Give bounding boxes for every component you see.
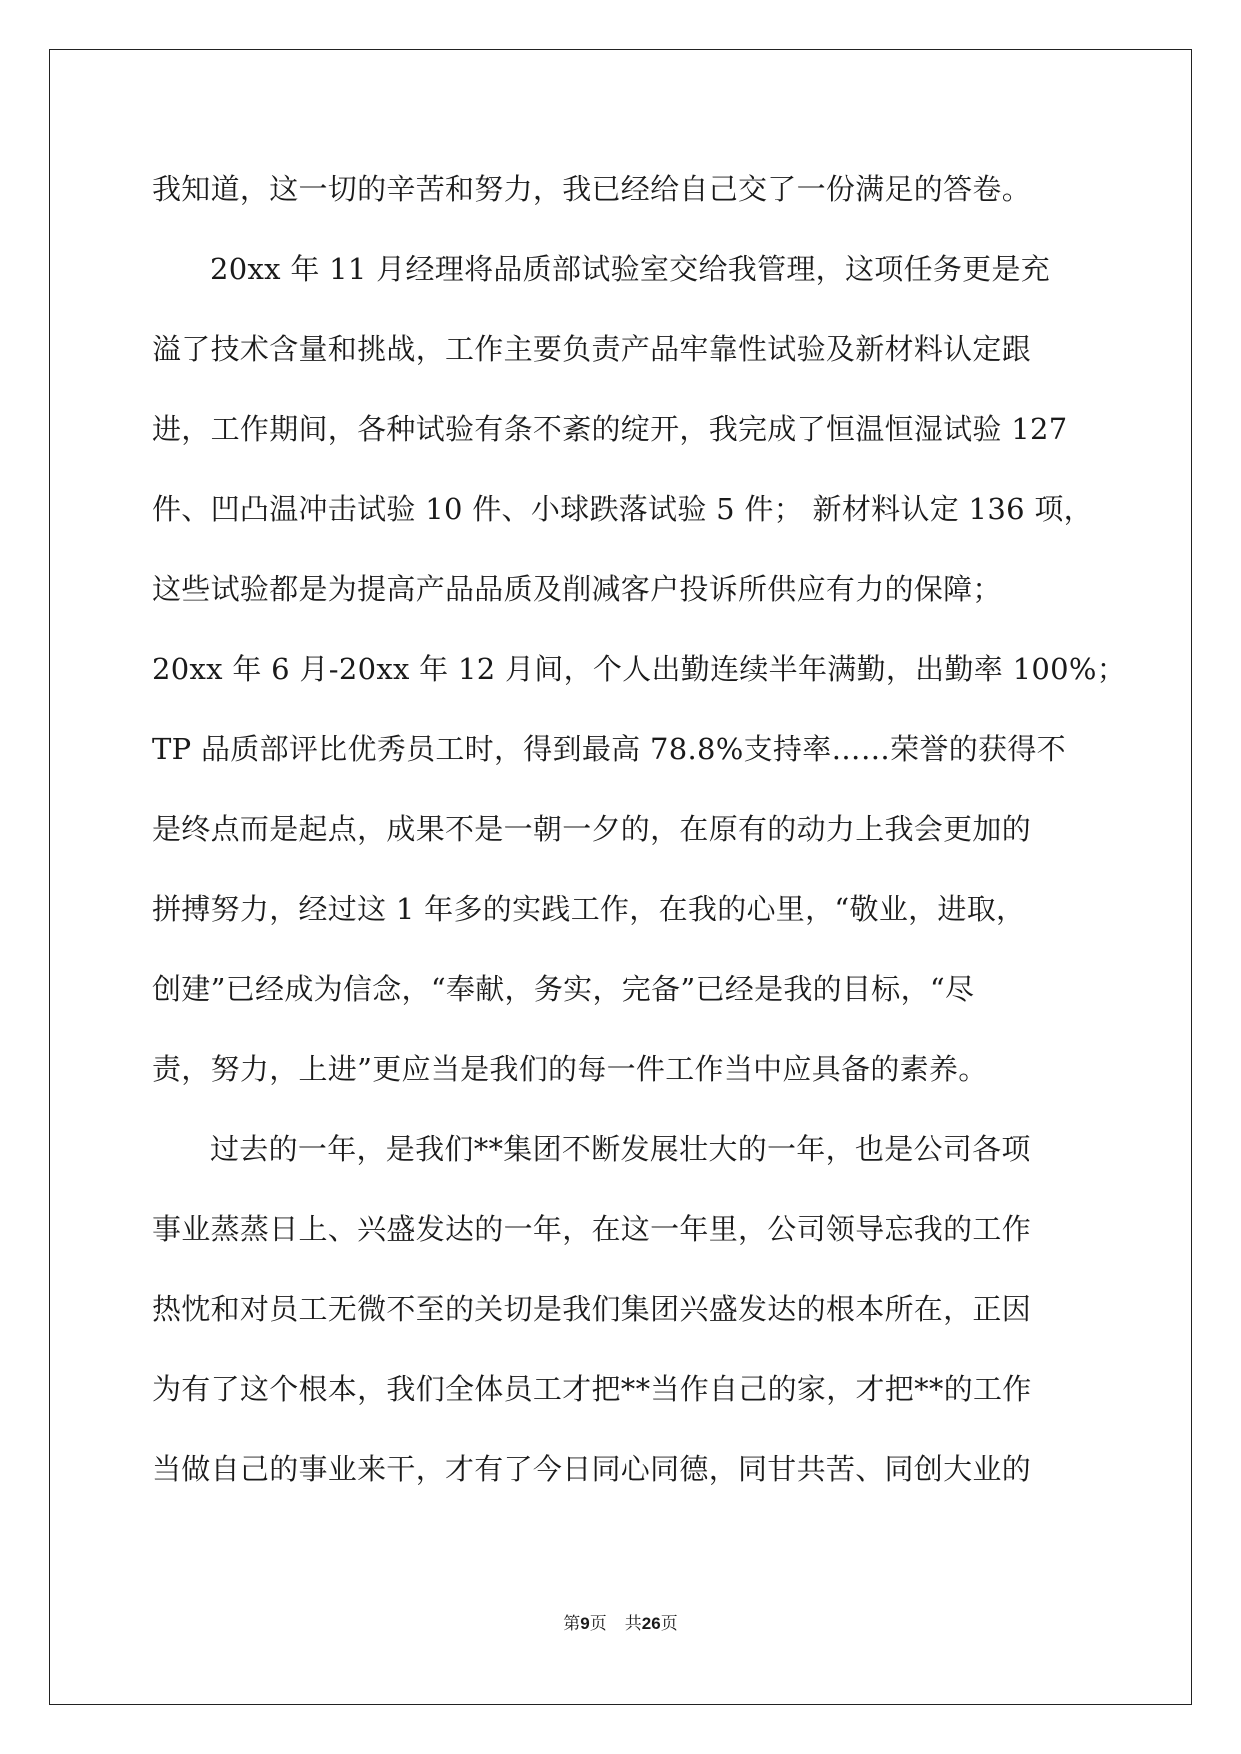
body-text-line: 进，工作期间，各种试验有条不紊的绽开，我完成了恒温恒湿试验 127	[152, 412, 1068, 446]
page-unit: 页	[589, 1614, 607, 1634]
body-text-line: 事业蒸蒸日上、兴盛发达的一年，在这一年里，公司领导忘我的工作	[152, 1212, 1032, 1246]
body-text-line: 件、凹凸温冲击试验 10 件、小球跌落试验 5 件； 新材料认定 136 项，	[152, 492, 1093, 526]
page-footer	[0, 1612, 1241, 1636]
total-prefix: 共	[624, 1614, 642, 1634]
body-text-line: 是终点而是起点，成果不是一朝一夕的，在原有的动力上我会更加的	[152, 812, 1032, 846]
total-unit: 页	[660, 1614, 678, 1634]
body-text-line: 溢了技术含量和挑战，工作主要负责产品牢靠性试验及新材料认定跟	[152, 332, 1032, 366]
body-text-line: 当做自己的事业来干，才有了今日同心同德，同甘共苦、同创大业的	[152, 1452, 1032, 1486]
body-text-line: 责，努力，上进”更应当是我们的每一件工作当中应具备的素养。	[152, 1052, 988, 1086]
body-text-line: 这些试验都是为提高产品品质及削减客户投诉所供应有力的保障；	[152, 572, 1002, 606]
page-total: 26	[641, 1614, 661, 1633]
body-text-line: 为有了这个根本，我们全体员工才把**当作自己的家，才把**的工作	[152, 1372, 1032, 1406]
page-prefix: 第	[563, 1614, 581, 1634]
body-text-line: 创建”已经成为信念，“奉献，务实，完备”已经是我的目标，“尽	[152, 972, 975, 1006]
body-text-line: 过去的一年，是我们**集团不断发展壮大的一年，也是公司各项	[210, 1132, 1031, 1166]
body-text-line: 热忱和对员工无微不至的关切是我们集团兴盛发达的根本所在，正因	[152, 1292, 1032, 1326]
body-text-line: 20xx 年 11 月经理将品质部试验室交给我管理，这项任务更是充	[210, 252, 1051, 286]
page-current: 9	[580, 1614, 590, 1633]
body-text-line: TP 品质部评比优秀员工时，得到最高 78.8%支持率……荣誉的获得不	[152, 732, 1066, 766]
body-text-line: 我知道，这一切的辛苦和努力，我已经给自己交了一份满足的答卷。	[152, 172, 1032, 206]
body-text-line: 20xx 年 6 月-20xx 年 12 月间，个人出勤连续半年满勤，出勤率 100%；	[152, 652, 1127, 686]
body-text-line: 拼搏努力，经过这 1 年多的实践工作，在我的心里，“敬业，进取，	[152, 892, 1026, 926]
